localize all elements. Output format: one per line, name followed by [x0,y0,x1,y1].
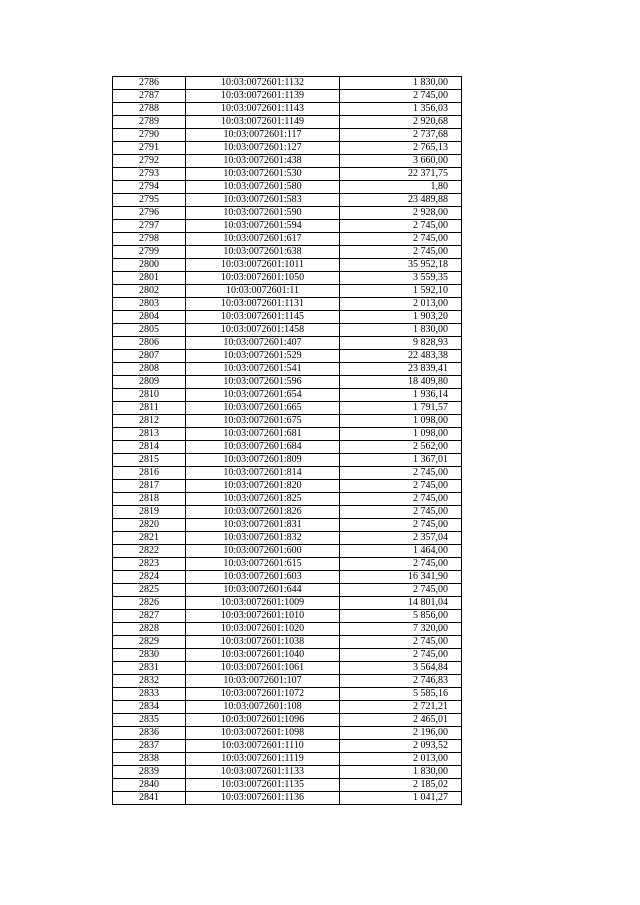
table-row [113,779,462,792]
cadastral-number-cell: 10:03:0072601:1009 [186,597,340,610]
amount-cell: 3 564,84 [340,662,462,675]
row-number-cell: 2798 [113,233,186,246]
row-number-cell: 2836 [113,727,186,740]
row-number-cell: 2826 [113,597,186,610]
amount-cell: 1 356,03 [340,103,462,116]
table-row [113,532,462,545]
amount-cell: 1 830,00 [340,766,462,779]
cadastral-number-cell: 10:03:0072601:1458 [186,324,340,337]
row-number-cell: 2811 [113,402,186,415]
amount-cell: 2 765,13 [340,142,462,155]
cadastral-number-cell: 10:03:0072601:117 [186,129,340,142]
cadastral-number-cell: 10:03:0072601:1020 [186,623,340,636]
row-number-cell: 2841 [113,792,186,805]
amount-cell: 2 745,00 [340,558,462,571]
table-row [113,246,462,259]
row-number-cell: 2793 [113,168,186,181]
cadastral-number-cell: 10:03:0072601:1132 [186,77,340,90]
amount-cell: 3 559,35 [340,272,462,285]
table-row [113,558,462,571]
cadastral-number-cell: 10:03:0072601:583 [186,194,340,207]
row-number-cell: 2834 [113,701,186,714]
cadastral-number-cell: 10:03:0072601:1096 [186,714,340,727]
row-number-cell: 2803 [113,298,186,311]
table-row [113,792,462,805]
row-number-cell: 2816 [113,467,186,480]
cadastral-number-cell: 10:03:0072601:407 [186,337,340,350]
table-row [113,220,462,233]
row-number-cell: 2786 [113,77,186,90]
row-number-cell: 2792 [113,155,186,168]
row-number-cell: 2814 [113,441,186,454]
amount-cell: 2 928,00 [340,207,462,220]
amount-cell: 2 745,00 [340,636,462,649]
table-row [113,90,462,103]
table-body [113,77,462,805]
amount-cell: 22 483,38 [340,350,462,363]
cadastral-number-cell: 10:03:0072601:1131 [186,298,340,311]
cadastral-number-cell: 10:03:0072601:1139 [186,90,340,103]
amount-cell: 2 920,68 [340,116,462,129]
row-number-cell: 2840 [113,779,186,792]
row-number-cell: 2827 [113,610,186,623]
table-row [113,571,462,584]
cadastral-number-cell: 10:03:0072601:594 [186,220,340,233]
data-table [112,76,462,805]
cadastral-number-cell: 10:03:0072601:1010 [186,610,340,623]
row-number-cell: 2835 [113,714,186,727]
table-row [113,506,462,519]
row-number-cell: 2795 [113,194,186,207]
table-row [113,168,462,181]
amount-cell: 1 791,57 [340,402,462,415]
row-number-cell: 2825 [113,584,186,597]
table-row [113,649,462,662]
table-row [113,77,462,90]
table-row [113,428,462,441]
cadastral-number-cell: 10:03:0072601:11 [186,285,340,298]
cadastral-number-cell: 10:03:0072601:638 [186,246,340,259]
amount-cell: 2 745,00 [340,90,462,103]
table-row [113,688,462,701]
amount-cell: 5 856,00 [340,610,462,623]
table-row [113,753,462,766]
row-number-cell: 2813 [113,428,186,441]
table-row [113,376,462,389]
cadastral-number-cell: 10:03:0072601:603 [186,571,340,584]
row-number-cell: 2837 [113,740,186,753]
table-row [113,597,462,610]
row-number-cell: 2799 [113,246,186,259]
amount-cell: 2 721,21 [340,701,462,714]
table-row [113,103,462,116]
row-number-cell: 2797 [113,220,186,233]
cadastral-number-cell: 10:03:0072601:1136 [186,792,340,805]
amount-cell: 2 013,00 [340,753,462,766]
table-row [113,233,462,246]
cadastral-number-cell: 10:03:0072601:615 [186,558,340,571]
cadastral-number-cell: 10:03:0072601:1143 [186,103,340,116]
row-number-cell: 2819 [113,506,186,519]
row-number-cell: 2839 [113,766,186,779]
amount-cell: 1 936,14 [340,389,462,402]
cadastral-number-cell: 10:03:0072601:1098 [186,727,340,740]
cadastral-number-cell: 10:03:0072601:530 [186,168,340,181]
row-number-cell: 2832 [113,675,186,688]
table-row [113,259,462,272]
table-row [113,454,462,467]
cadastral-number-cell: 10:03:0072601:1040 [186,649,340,662]
cadastral-number-cell: 10:03:0072601:1149 [186,116,340,129]
amount-cell: 1 830,00 [340,324,462,337]
cadastral-number-cell: 10:03:0072601:832 [186,532,340,545]
row-number-cell: 2804 [113,311,186,324]
table-row [113,311,462,324]
amount-cell: 1 830,00 [340,77,462,90]
amount-cell: 2 746,83 [340,675,462,688]
amount-cell: 2 745,00 [340,233,462,246]
table-row [113,623,462,636]
cadastral-number-cell: 10:03:0072601:826 [186,506,340,519]
table-row [113,662,462,675]
amount-cell: 16 341,90 [340,571,462,584]
cadastral-number-cell: 10:03:0072601:831 [186,519,340,532]
table-row [113,441,462,454]
table-row [113,363,462,376]
row-number-cell: 2828 [113,623,186,636]
table-row [113,519,462,532]
table-row [113,389,462,402]
row-number-cell: 2830 [113,649,186,662]
amount-cell: 1 592,10 [340,285,462,298]
row-number-cell: 2788 [113,103,186,116]
row-number-cell: 2800 [113,259,186,272]
amount-cell: 1 903,20 [340,311,462,324]
amount-cell: 2 196,00 [340,727,462,740]
row-number-cell: 2810 [113,389,186,402]
cadastral-number-cell: 10:03:0072601:1110 [186,740,340,753]
table-row [113,324,462,337]
table-row [113,480,462,493]
amount-cell: 2 737,68 [340,129,462,142]
amount-cell: 9 828,93 [340,337,462,350]
row-number-cell: 2796 [113,207,186,220]
row-number-cell: 2815 [113,454,186,467]
amount-cell: 1 041,27 [340,792,462,805]
table-row [113,402,462,415]
cadastral-number-cell: 10:03:0072601:654 [186,389,340,402]
cadastral-number-cell: 10:03:0072601:1135 [186,779,340,792]
amount-cell: 2 357,04 [340,532,462,545]
amount-cell: 2 745,00 [340,584,462,597]
cadastral-number-cell: 10:03:0072601:820 [186,480,340,493]
cadastral-number-cell: 10:03:0072601:684 [186,441,340,454]
table-row [113,155,462,168]
amount-cell: 14 801,04 [340,597,462,610]
cadastral-number-cell: 10:03:0072601:644 [186,584,340,597]
table-row [113,714,462,727]
amount-cell: 1 464,00 [340,545,462,558]
row-number-cell: 2824 [113,571,186,584]
cadastral-number-cell: 10:03:0072601:1050 [186,272,340,285]
cadastral-number-cell: 10:03:0072601:617 [186,233,340,246]
row-number-cell: 2829 [113,636,186,649]
cadastral-number-cell: 10:03:0072601:814 [186,467,340,480]
amount-cell: 2 745,00 [340,246,462,259]
table-row [113,142,462,155]
amount-cell: 2 093,52 [340,740,462,753]
cadastral-number-cell: 10:03:0072601:825 [186,493,340,506]
cadastral-number-cell: 10:03:0072601:675 [186,415,340,428]
cadastral-number-cell: 10:03:0072601:665 [186,402,340,415]
table-row [113,181,462,194]
amount-cell: 1,80 [340,181,462,194]
row-number-cell: 2787 [113,90,186,103]
amount-cell: 1 367,01 [340,454,462,467]
amount-cell: 23 839,41 [340,363,462,376]
row-number-cell: 2822 [113,545,186,558]
table-row [113,298,462,311]
table-row [113,285,462,298]
table-row [113,545,462,558]
cadastral-number-cell: 10:03:0072601:590 [186,207,340,220]
row-number-cell: 2805 [113,324,186,337]
table-row [113,272,462,285]
row-number-cell: 2794 [113,181,186,194]
row-number-cell: 2806 [113,337,186,350]
table-row [113,675,462,688]
amount-cell: 2 013,00 [340,298,462,311]
cadastral-number-cell: 10:03:0072601:1038 [186,636,340,649]
table-row [113,116,462,129]
row-number-cell: 2818 [113,493,186,506]
row-number-cell: 2807 [113,350,186,363]
table-row [113,766,462,779]
table-row [113,129,462,142]
amount-cell: 1 098,00 [340,415,462,428]
table-row [113,740,462,753]
cadastral-number-cell: 10:03:0072601:127 [186,142,340,155]
cadastral-number-cell: 10:03:0072601:681 [186,428,340,441]
amount-cell: 2 185,02 [340,779,462,792]
amount-cell: 2 465,01 [340,714,462,727]
row-number-cell: 2823 [113,558,186,571]
cadastral-number-cell: 10:03:0072601:1072 [186,688,340,701]
row-number-cell: 2802 [113,285,186,298]
amount-cell: 2 745,00 [340,649,462,662]
amount-cell: 2 745,00 [340,519,462,532]
table-row [113,701,462,714]
cadastral-number-cell: 10:03:0072601:438 [186,155,340,168]
row-number-cell: 2833 [113,688,186,701]
amount-cell: 2 745,00 [340,467,462,480]
table-row [113,415,462,428]
table-row [113,610,462,623]
amount-cell: 2 745,00 [340,493,462,506]
cadastral-number-cell: 10:03:0072601:107 [186,675,340,688]
table-row [113,493,462,506]
cadastral-number-cell: 10:03:0072601:1061 [186,662,340,675]
row-number-cell: 2838 [113,753,186,766]
cadastral-number-cell: 10:03:0072601:1011 [186,259,340,272]
amount-cell: 2 745,00 [340,506,462,519]
row-number-cell: 2791 [113,142,186,155]
amount-cell: 23 489,88 [340,194,462,207]
row-number-cell: 2817 [113,480,186,493]
cadastral-number-cell: 10:03:0072601:1119 [186,753,340,766]
amount-cell: 18 409,80 [340,376,462,389]
table-row [113,584,462,597]
row-number-cell: 2808 [113,363,186,376]
amount-cell: 35 952,18 [340,259,462,272]
cadastral-number-cell: 10:03:0072601:809 [186,454,340,467]
cadastral-number-cell: 10:03:0072601:541 [186,363,340,376]
row-number-cell: 2831 [113,662,186,675]
amount-cell: 22 371,75 [340,168,462,181]
table-row [113,350,462,363]
cadastral-number-cell: 10:03:0072601:580 [186,181,340,194]
amount-cell: 5 585,16 [340,688,462,701]
amount-cell: 7 320,00 [340,623,462,636]
amount-cell: 2 745,00 [340,220,462,233]
cadastral-number-cell: 10:03:0072601:1133 [186,766,340,779]
table-row [113,636,462,649]
cadastral-number-cell: 10:03:0072601:529 [186,350,340,363]
amount-cell: 1 098,00 [340,428,462,441]
table-row [113,727,462,740]
amount-cell: 3 660,00 [340,155,462,168]
row-number-cell: 2790 [113,129,186,142]
amount-cell: 2 745,00 [340,480,462,493]
row-number-cell: 2812 [113,415,186,428]
cadastral-number-cell: 10:03:0072601:600 [186,545,340,558]
cadastral-number-cell: 10:03:0072601:596 [186,376,340,389]
row-number-cell: 2821 [113,532,186,545]
cadastral-number-cell: 10:03:0072601:108 [186,701,340,714]
table-row [113,337,462,350]
cadastral-number-cell: 10:03:0072601:1145 [186,311,340,324]
table-row [113,194,462,207]
row-number-cell: 2789 [113,116,186,129]
row-number-cell: 2801 [113,272,186,285]
table-row [113,467,462,480]
row-number-cell: 2809 [113,376,186,389]
table-row [113,207,462,220]
row-number-cell: 2820 [113,519,186,532]
amount-cell: 2 562,00 [340,441,462,454]
